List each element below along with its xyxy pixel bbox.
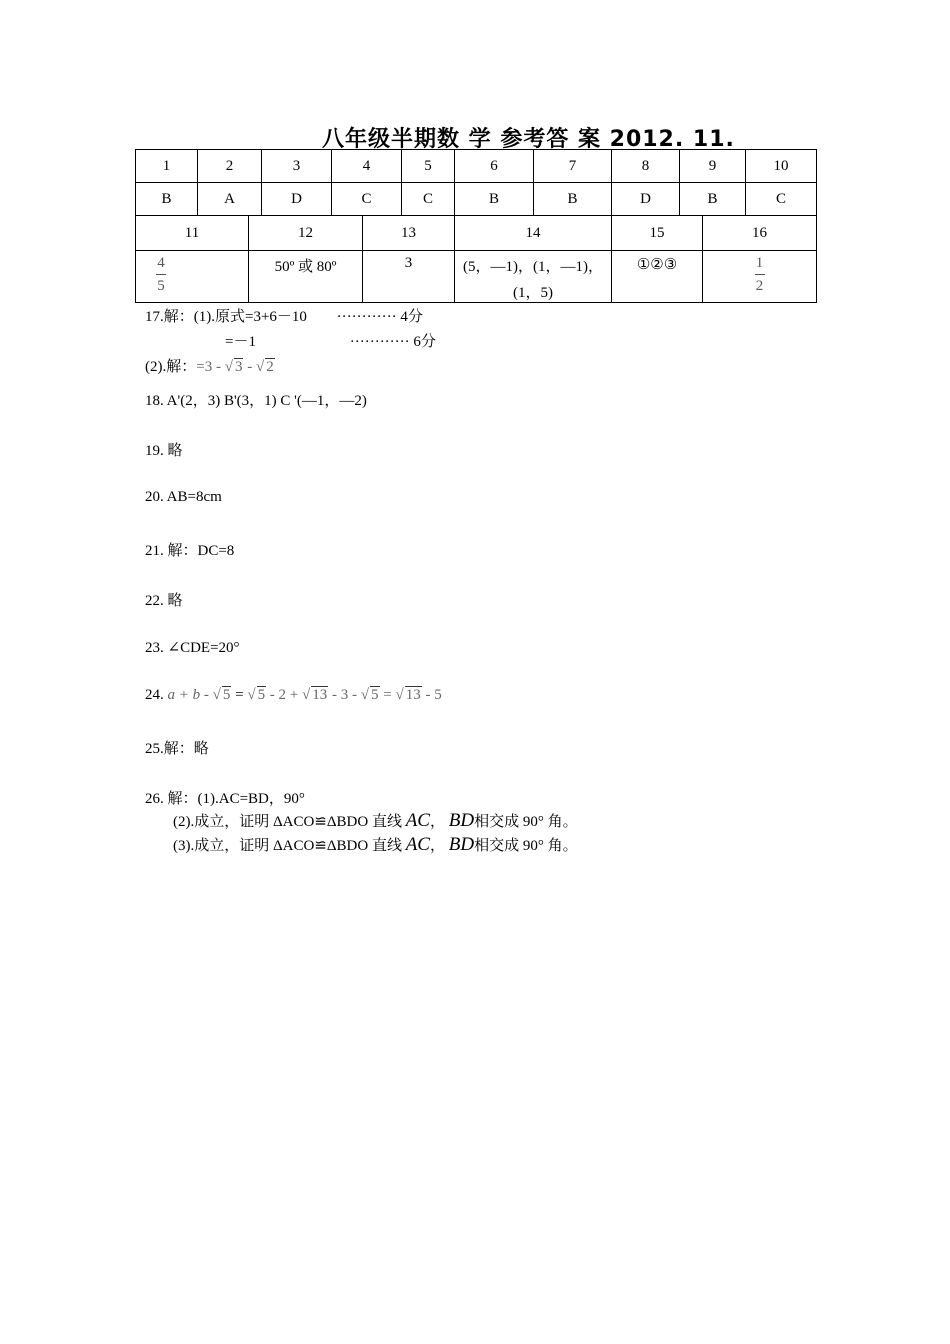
q25: 25.解：略 xyxy=(145,741,209,757)
q26-line3: (3).成立，证明 ΔACO≌ΔBDO 直线 AC， BD相交成 90° 角。 xyxy=(173,834,578,855)
q17-line1: 17.解：(1).原式=3+6－10 ············ 4分 xyxy=(145,309,423,325)
cell-answer: D xyxy=(262,183,332,216)
choice-answer-row xyxy=(136,183,817,216)
cell-number: 5 xyxy=(402,150,455,183)
fill-answer-table xyxy=(135,215,817,303)
q23: 23. ∠CDE=20° xyxy=(145,640,240,656)
choice-answer-table xyxy=(135,149,817,216)
q17-line2: =－1 ············ 6分 xyxy=(225,334,436,350)
cell-answer: C xyxy=(402,183,455,216)
cell-number: 6 xyxy=(455,150,534,183)
answer-14-line2: (1，5) xyxy=(513,285,553,301)
choice-number-row xyxy=(136,150,817,183)
cell-answer: B xyxy=(455,183,534,216)
fraction: $\frac{4}{5}$ xyxy=(157,255,165,294)
answer-12: 50º 或 80º xyxy=(249,251,363,303)
cell-answer: C xyxy=(332,183,402,216)
cell-number: 8 xyxy=(612,150,680,183)
q19: 19. 略 xyxy=(145,443,183,459)
cell-number: 13 xyxy=(363,216,455,251)
answer-13: 3 xyxy=(363,251,455,303)
answer-11 xyxy=(136,251,249,303)
cell-answer: B xyxy=(136,183,198,216)
cell-number: 15 xyxy=(612,216,703,251)
answer-15: ①②③ xyxy=(612,251,703,303)
cell-number: 12 xyxy=(249,216,363,251)
page-title: 八年级半期数 学 参考答 案 2012. 11. xyxy=(322,127,735,152)
q22: 22. 略 xyxy=(145,593,183,609)
fill-answer-row xyxy=(136,251,817,303)
cell-number: 1 xyxy=(136,150,198,183)
q18: 18. A'(2，3) B'(3，1) C '(—1，—2) xyxy=(145,393,367,409)
q21: 21. 解：DC=8 xyxy=(145,543,235,559)
cell-answer: B xyxy=(534,183,612,216)
cell-number: 4 xyxy=(332,150,402,183)
q26-line2: (2).成立，证明 ΔACO≌ΔBDO 直线 AC， BD相交成 90° 角。 xyxy=(173,810,578,831)
cell-number: 10 xyxy=(746,150,817,183)
cell-number: 11 xyxy=(136,216,249,251)
q17-line3: (2).解：=3 - √ 3 - √ 2 xyxy=(145,359,274,375)
cell-number: 7 xyxy=(534,150,612,183)
q26-line1: 26. 解：(1).AC=BD，90° xyxy=(145,791,305,807)
answer-14 xyxy=(455,251,612,303)
q20: 20. AB=8cm xyxy=(145,489,222,505)
q24: 24. a + b - √ 5 = √ 5 - 2 + √ 13 - 3 - √ 5 = √ 13 - 5 xyxy=(145,687,442,703)
cell-number: 14 xyxy=(455,216,612,251)
cell-answer: D xyxy=(612,183,680,216)
answer-14-line1: (5，—1)，(1，—1)， xyxy=(463,259,603,275)
cell-answer: C xyxy=(746,183,817,216)
cell-number: 2 xyxy=(198,150,262,183)
fraction: $\frac{1}{2}$ xyxy=(755,255,764,294)
answer-16 xyxy=(703,251,817,303)
cell-answer: B xyxy=(680,183,746,216)
cell-number: 16 xyxy=(703,216,817,251)
fill-number-row xyxy=(136,216,817,251)
cell-answer: A xyxy=(198,183,262,216)
cell-number: 9 xyxy=(680,150,746,183)
cell-number: 3 xyxy=(262,150,332,183)
